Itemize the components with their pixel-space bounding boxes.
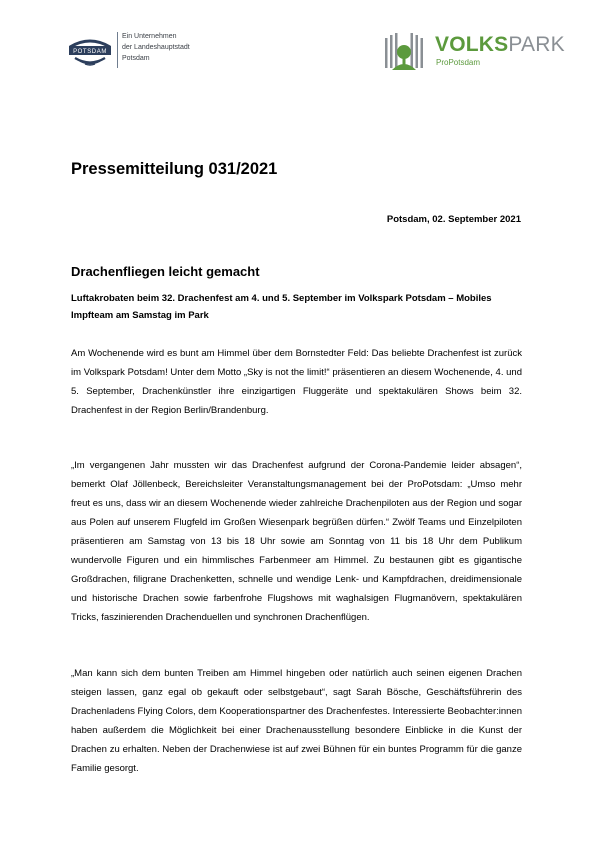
body-paragraph-2: „Im vergangenen Jahr mussten wir das Drachenfest aufgrund der Corona-Pandemie leider absagen“, bemerkt Olaf Jöllenbeck, Bereichsleiter Veranstaltungsmanagement bei der ProPotsdam: „Umso mehr freut es uns, dass wir an diesem Wochenende wieder zahlreiche Drachenpiloten aus der Region und sogar aus Polen auf unserem Flugfeld im Großen Wiesenpark begrüßen dürfen.“ Zwölf Teams und Einzelpiloten präsentieren am Samstag von 13 bis 18 Uhr sowie am Sonntag von 11 bis 18 Uhr dem Publikum wundervolle Figuren und ein himmlisches Farbenmeer am Himmel. Zu bestaunen gibt es gigantische Großdrachen, filigrane Drachenketten, schnelle und wendige Lenk- und Kampfdrachen, dreidimensionale und historische Drachen sowie farbenfrohe Flugshows mit waghalsigen Flugmanövern, spektakulären Tricks, faszinierenden Drachenduellen und synchronen Drachenflügen.	[71, 460, 522, 623]
volkspark-logo	[383, 30, 563, 74]
potsdam-logo-text	[122, 31, 190, 64]
dateline: Potsdam, 02. September 2021	[386, 214, 521, 225]
potsdam-logo-line-3: Potsdam	[122, 55, 150, 62]
press-release-title: Pressemitteilung 031/2021	[71, 160, 278, 178]
potsdam-logo	[67, 30, 207, 72]
body-paragraph-3: „Man kann sich dem bunten Treiben am Himmel hingeben oder natürlich auch seinen eigenen Drachen steigen lassen, ganz egal ob gekauft oder selbstgebaut“, sagt Sarah Bösche, Geschäftsführerin des Drachenladens Flying Colors, dem Kooperationspartner des Drachenfestes. Interessierte Beobachter:innen haben außerdem die Möglichkeit bei einer Drachenausstellung besondere Einblicke in die Kunst der Drachen zu erhalten. Neben der Drachenwiese ist auf zwei Bühnen für ein buntes Programm für die ganze Familie gesorgt.	[71, 668, 522, 774]
headline: Drachenfliegen leicht gemacht	[71, 264, 260, 279]
volkspark-wordmark	[435, 33, 565, 57]
volkspark-word-park: PARK	[508, 33, 565, 56]
volkspark-word-volks: VOLKS	[435, 33, 509, 56]
potsdam-logo-divider	[117, 32, 118, 68]
volkspark-subtitle: ProPotsdam	[436, 58, 481, 67]
body-paragraph-1: Am Wochenende wird es bunt am Himmel über dem Bornstedter Feld: Das beliebte Drachenfest ist zurück im Volkspark Potsdam! Unter dem Motto „Sky is not the limit!“ präsentieren an diesem Wochenende, 4. und 5. September, Drachenkünstler ihre einzigartigen Fluggeräte und spektakulären Shows beim 32. Drachenfest in der Region Berlin/Brandenburg.	[71, 348, 522, 416]
potsdam-emblem-icon	[67, 34, 113, 68]
park-gate-icon	[383, 32, 425, 72]
potsdam-logo-line-1: Ein Unternehmen	[122, 33, 177, 40]
potsdam-logo-line-2: der Landeshauptstadt	[122, 44, 190, 51]
subheadline: Luftakrobaten beim 32. Drachenfest am 4. und 5. September im Volkspark Potsdam – Mobiles Impfteam am Samstag im Park	[71, 293, 492, 321]
potsdam-emblem-text: POTSDAM	[73, 49, 107, 55]
